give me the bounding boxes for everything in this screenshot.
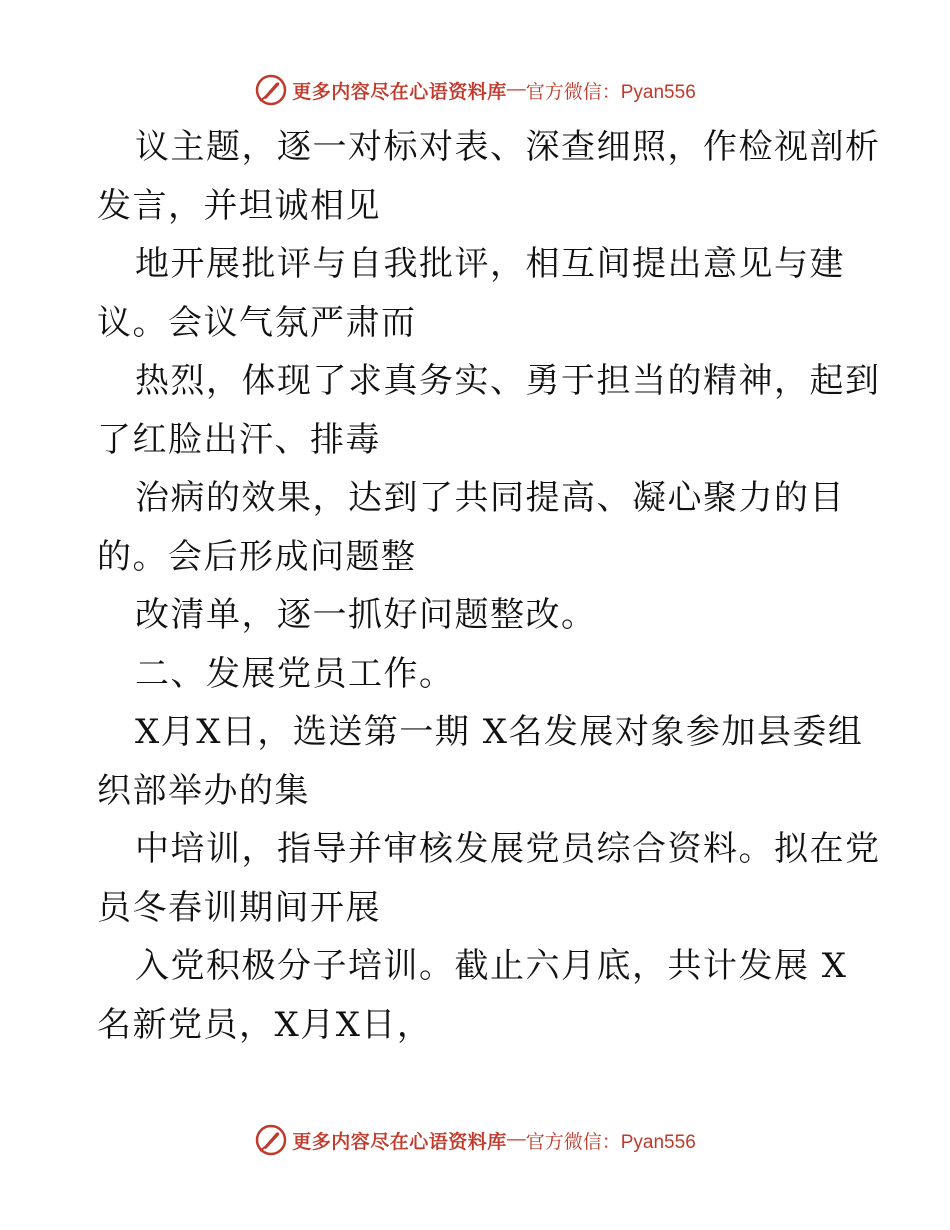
footer-watermark [0, 1120, 950, 1160]
text-line: 改清单，逐一抓好问题整改。 [135, 595, 597, 635]
text-line: 地开展批评与自我批评，相互间提出意见与建 [135, 244, 845, 284]
section-heading: 二、发展党员工作。 [135, 653, 455, 694]
watermark-separator: — [506, 1129, 526, 1150]
quill-logo-icon [254, 73, 288, 107]
text-line: 热烈，体现了求真务实、勇于担当的精神，起到 [135, 361, 881, 401]
text-line: 入党积极分子培训。截止六月底，共计发展 X [135, 946, 848, 986]
body-text [97, 118, 881, 1054]
text-line: 的。会后形成问题整 [97, 536, 417, 577]
quill-logo-icon [254, 1123, 288, 1157]
watermark-wechat-text: 官方微信：Pyan556 [525, 1131, 696, 1153]
watermark-main-text: 更多内容尽在心语资料库 [292, 81, 507, 103]
text-line: 了红脸出汗、排毒 [97, 419, 381, 460]
header-watermark [0, 70, 950, 110]
text-line: 发言，并坦诚相见 [97, 185, 381, 226]
text-line: 员冬春训期间开展 [97, 887, 381, 928]
text-line: 议。会议气氛严肃而 [97, 302, 417, 343]
text-line: 织部举办的集 [97, 770, 310, 811]
watermark-wechat-text: 官方微信：Pyan556 [525, 81, 696, 103]
text-line: 治病的效果，达到了共同提高、凝心聚力的目 [135, 478, 845, 518]
text-line: 议主题，逐一对标对表、深查细照，作检视剖析 [135, 127, 881, 167]
text-line: 名新党员，X月X日， [97, 1004, 433, 1045]
text-line: X月X日，选送第一期 X名发展对象参加县委组 [135, 712, 864, 752]
text-line: 中培训，指导并审核发展党员综合资料。拟在党 [135, 829, 881, 869]
watermark-separator: — [506, 79, 526, 100]
watermark-main-text: 更多内容尽在心语资料库 [292, 1131, 507, 1153]
